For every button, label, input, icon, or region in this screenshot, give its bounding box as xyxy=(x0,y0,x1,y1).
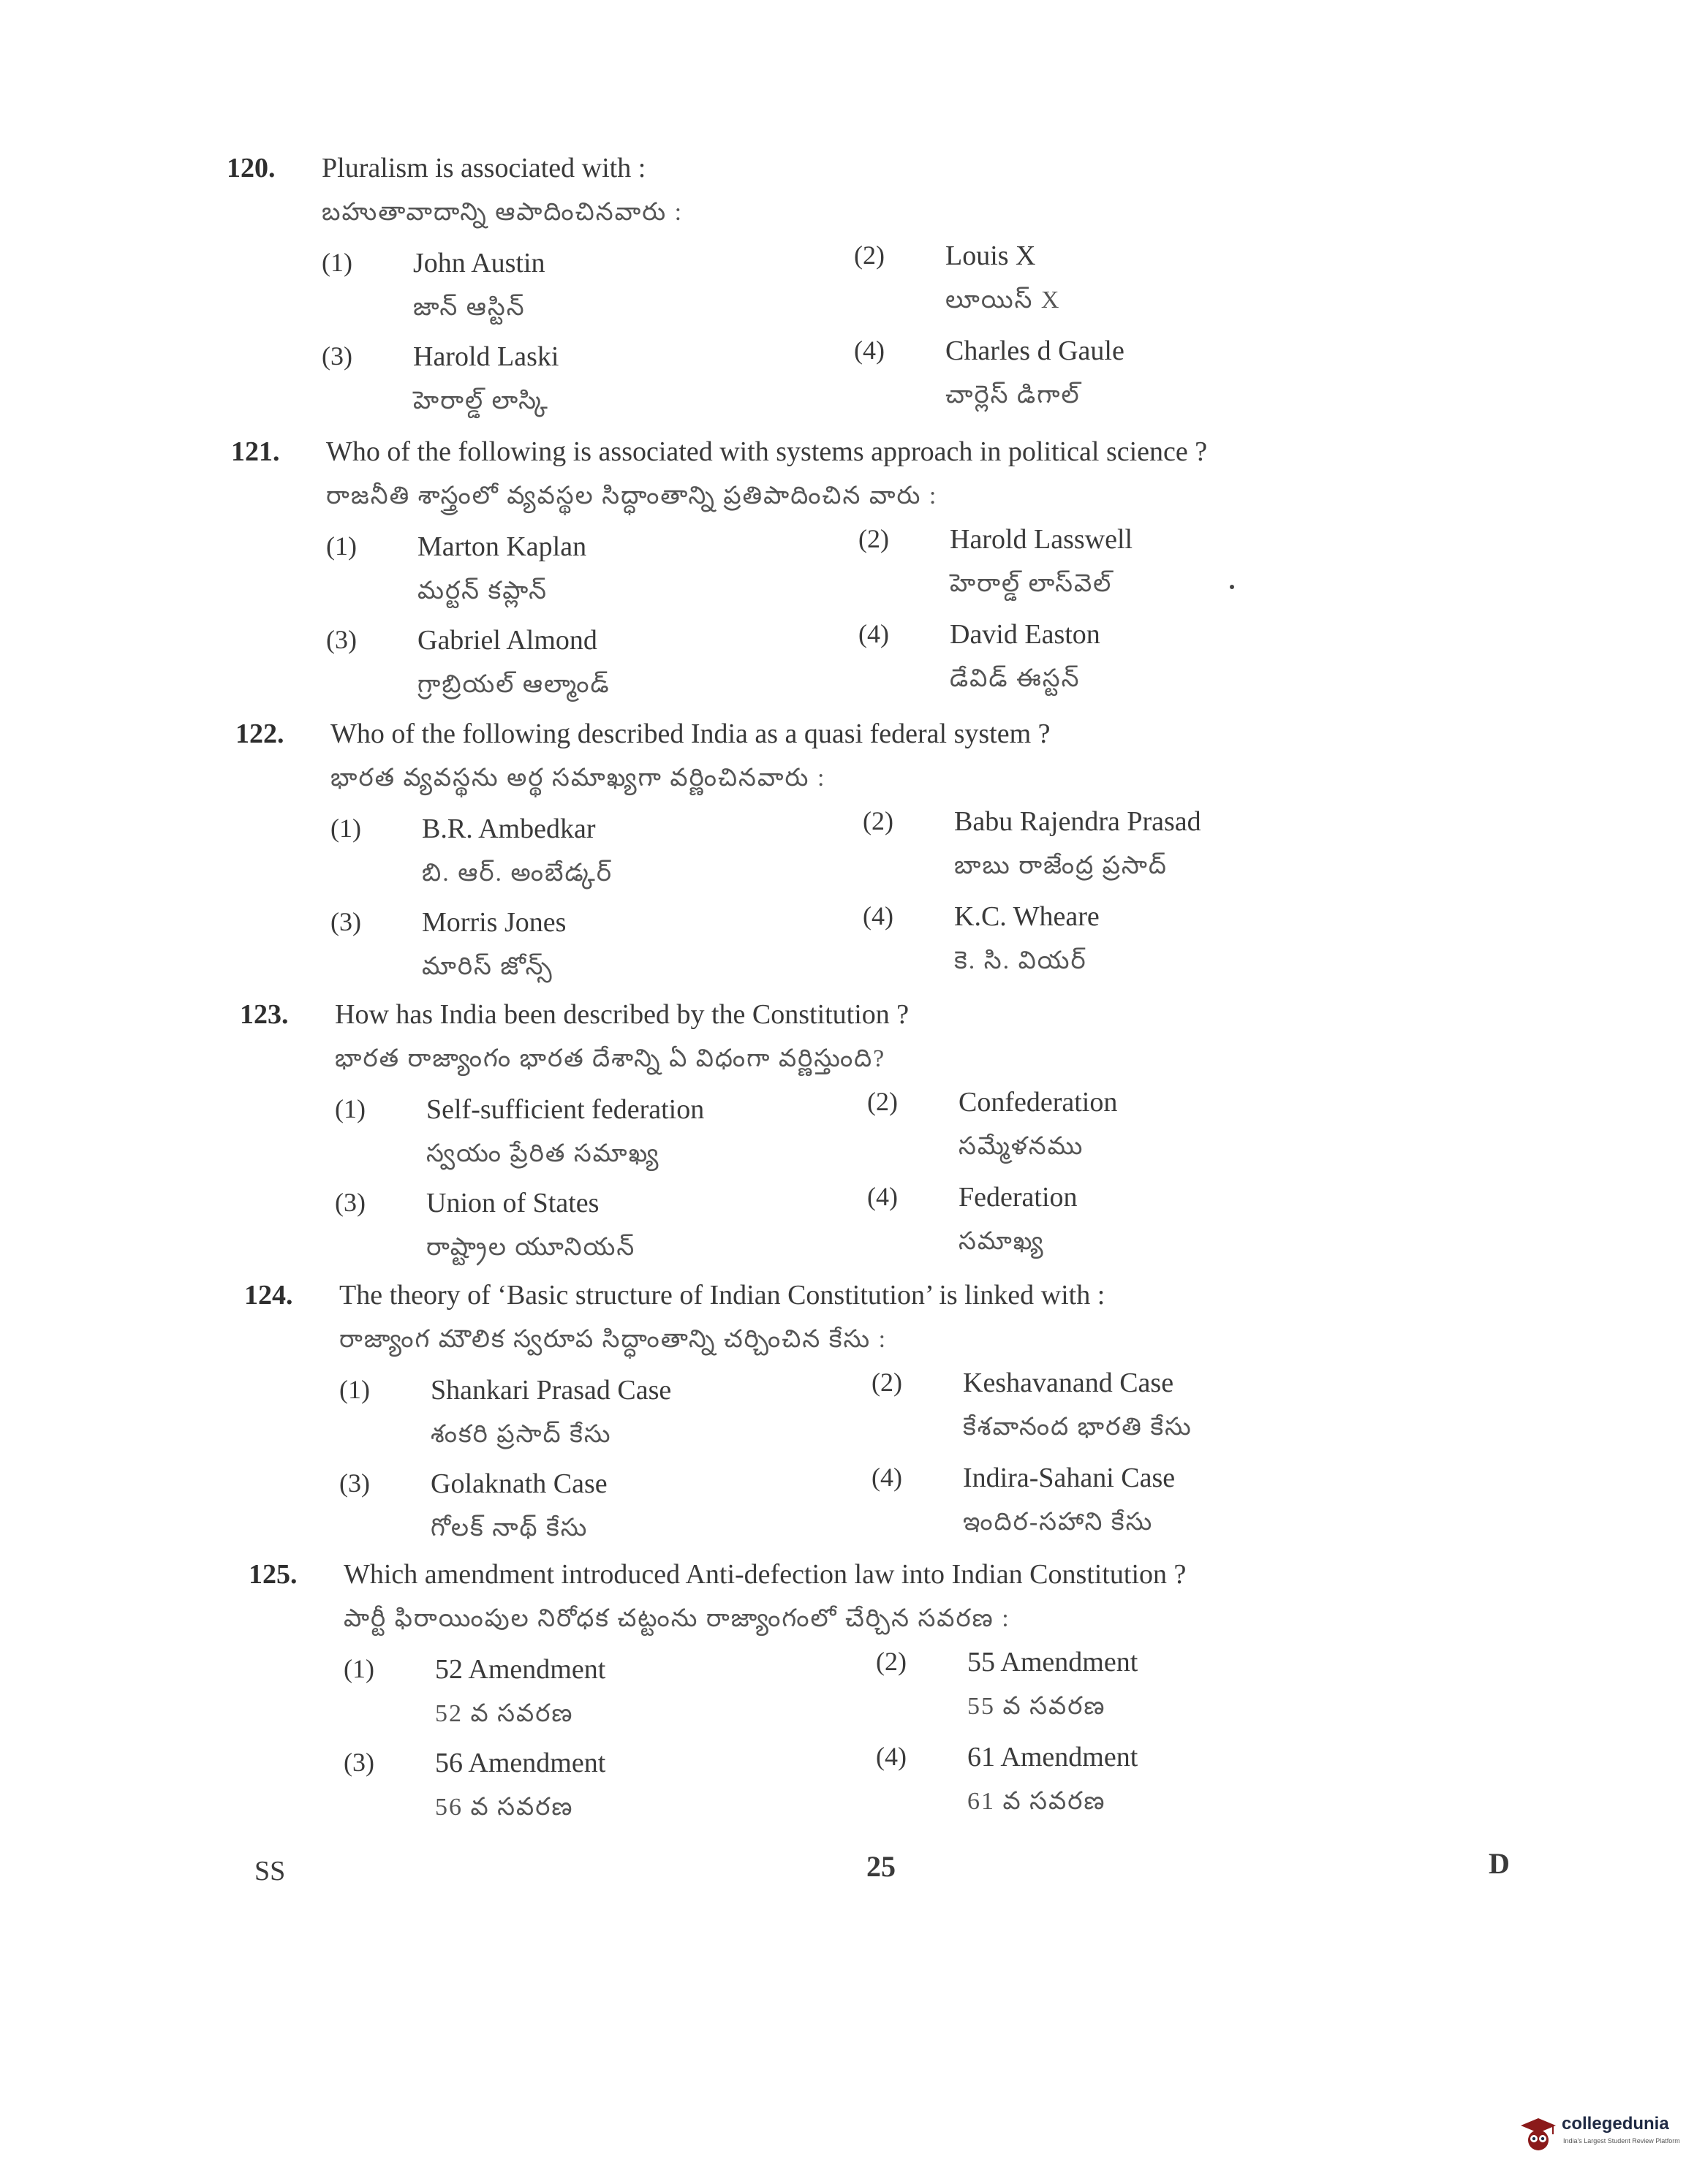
stray-ink-dot xyxy=(1230,585,1234,589)
option-number: (2) xyxy=(872,1368,902,1397)
option-number: (4) xyxy=(876,1742,907,1771)
option-text-en: 56 Amendment xyxy=(435,1748,606,1778)
option-text-te: ఇందిర-సహాని కేసు xyxy=(963,1509,1154,1536)
option-2 xyxy=(872,1367,1427,1462)
option-text-en: Self-sufficient federation xyxy=(426,1094,705,1125)
option-text-te: మర్టన్ కప్లాన్ xyxy=(417,577,548,604)
option-text-te: 55 వ సవరణ xyxy=(967,1693,1106,1720)
option-number: (1) xyxy=(326,531,357,561)
option-text-en: Indira-Sahani Case xyxy=(963,1463,1176,1493)
option-number: (3) xyxy=(322,341,352,371)
option-3 xyxy=(344,1747,899,1842)
question-121 xyxy=(231,436,1620,713)
option-4 xyxy=(858,618,1414,713)
question-125 xyxy=(249,1558,1638,1836)
collegedunia-watermark xyxy=(1519,2109,1695,2161)
question-text-te: బహుతావాదాన్ని ఆపాదించినవారు : xyxy=(322,199,684,226)
question-text-en: The theory of ‘Basic structure of Indian Constitution’ is linked with : xyxy=(339,1280,1105,1311)
option-4 xyxy=(876,1741,1432,1836)
option-4 xyxy=(863,900,1418,996)
option-text-te: 61 వ సవరణ xyxy=(967,1788,1106,1815)
option-3 xyxy=(339,1468,895,1563)
option-number: (3) xyxy=(330,907,361,936)
question-text-en: Who of the following described India as a quasi federal system ? xyxy=(330,718,1051,749)
option-number: (4) xyxy=(863,901,893,930)
brand-name: collegedunia xyxy=(1562,2114,1669,2134)
question-text-te: రాజనీతి శాస్త్రంలో వ్యవస్థల సిద్ధాంతాన్ని ప్రతిపాదించిన వారు : xyxy=(326,482,938,509)
option-text-en: K.C. Wheare xyxy=(954,901,1100,932)
option-text-te: గోలక్ నాథ్ కేసు xyxy=(431,1514,589,1542)
option-text-te: కేశవానంద భారతి కేసు xyxy=(963,1414,1192,1441)
option-text-te: శంకరి ప్రసాద్ కేసు xyxy=(431,1421,612,1448)
option-text-en: B.R. Ambedkar xyxy=(422,814,596,844)
question-number: 125. xyxy=(249,1559,298,1590)
option-text-en: Confederation xyxy=(959,1087,1118,1118)
option-text-en: Shankari Prasad Case xyxy=(431,1375,672,1406)
option-text-te: చార్లెస్ డిగాల్ xyxy=(945,382,1081,409)
question-text-te: భారత వ్యవస్థను అర్థ సమాఖ్యగా వర్ణించినవారు : xyxy=(330,765,826,792)
option-number: (2) xyxy=(863,806,893,835)
option-number: (2) xyxy=(858,524,889,553)
question-number: 124. xyxy=(244,1280,293,1311)
question-122 xyxy=(235,718,1625,996)
option-text-en: Gabriel Almond xyxy=(417,625,597,656)
option-text-en: Keshavanand Case xyxy=(963,1368,1174,1398)
option-text-te: సమ్మేళనము xyxy=(959,1133,1084,1160)
option-text-te: డేవిడ్ ఈస్టన్ xyxy=(950,665,1081,692)
option-text-en: Charles d Gaule xyxy=(945,335,1124,366)
option-text-en: Babu Rajendra Prasad xyxy=(954,806,1201,837)
option-text-te: స్వయం ప్రేరిత సమాఖ్య xyxy=(426,1140,660,1167)
option-3 xyxy=(335,1187,891,1282)
option-text-en: Golaknath Case xyxy=(431,1468,608,1499)
question-number: 120. xyxy=(227,153,276,183)
option-text-te: రాష్ట్రాల యూనియన్ xyxy=(426,1234,636,1261)
option-number: (3) xyxy=(344,1748,374,1777)
option-number: (1) xyxy=(344,1654,374,1683)
footer-series-code: SS xyxy=(254,1856,286,1887)
option-text-te: 56 వ సవరణ xyxy=(435,1794,574,1821)
question-123 xyxy=(240,998,1629,1276)
option-2 xyxy=(876,1646,1432,1741)
option-number: (4) xyxy=(872,1463,902,1492)
option-number: (1) xyxy=(335,1094,366,1123)
question-text-en: Pluralism is associated with : xyxy=(322,153,646,183)
option-number: (1) xyxy=(322,248,352,277)
option-text-en: Morris Jones xyxy=(422,907,567,938)
option-text-te: సమాఖ్య xyxy=(959,1228,1045,1255)
option-text-en: 61 Amendment xyxy=(967,1742,1138,1772)
option-1 xyxy=(335,1093,891,1188)
option-number: (4) xyxy=(858,619,889,648)
question-text-en: How has India been described by the Constitution ? xyxy=(335,999,910,1030)
question-number: 122. xyxy=(235,718,284,749)
option-text-te: జాన్ ఆస్టిన్ xyxy=(413,294,526,321)
option-text-en: John Austin xyxy=(413,248,545,278)
option-2 xyxy=(858,523,1414,618)
option-number: (1) xyxy=(339,1375,370,1404)
option-3 xyxy=(326,624,882,719)
option-text-en: Louis X xyxy=(945,240,1036,271)
option-1 xyxy=(330,813,886,908)
option-text-en: 55 Amendment xyxy=(967,1647,1138,1677)
option-number: (4) xyxy=(854,335,885,365)
option-text-en: Union of States xyxy=(426,1188,600,1218)
question-number: 123. xyxy=(240,999,289,1030)
question-120 xyxy=(227,152,1616,430)
option-number: (3) xyxy=(326,625,357,654)
question-text-en: Which amendment introduced Anti-defection law into Indian Constitution ? xyxy=(344,1559,1187,1590)
option-text-en: Marton Kaplan xyxy=(417,531,587,562)
option-number: (2) xyxy=(876,1647,907,1676)
question-text-te: పార్టీ ఫిరాయింపుల నిరోధక చట్టంను రాజ్యాంగంలో చేర్చిన సవరణ : xyxy=(344,1605,1010,1632)
option-text-te: మారిస్ జోన్స్ xyxy=(422,953,553,980)
option-4 xyxy=(867,1181,1423,1276)
question-number: 121. xyxy=(231,436,280,467)
booklet-code: D xyxy=(1489,1847,1510,1880)
option-text-te: బి. ఆర్. అంబేడ్కర్ xyxy=(422,860,613,887)
option-2 xyxy=(854,240,1410,335)
option-number: (3) xyxy=(335,1188,366,1217)
option-text-en: Harold Laski xyxy=(413,341,559,372)
question-124 xyxy=(244,1279,1633,1557)
option-number: (2) xyxy=(854,240,885,270)
option-2 xyxy=(863,805,1418,900)
option-text-en: David Easton xyxy=(950,619,1100,650)
option-text-en: Federation xyxy=(959,1182,1078,1213)
option-text-te: లూయిస్ X xyxy=(945,287,1061,314)
option-text-te: హెరాల్డ్ లాస్‌వెల్ xyxy=(950,570,1113,597)
option-text-en: 52 Amendment xyxy=(435,1654,606,1685)
option-text-te: గ్రాబ్రియల్ ఆల్మాండ్ xyxy=(417,671,610,698)
graduate-owl-icon xyxy=(1519,2115,1557,2153)
option-2 xyxy=(867,1086,1423,1181)
option-1 xyxy=(344,1653,899,1748)
question-text-te: భారత రాజ్యాంగం భారత దేశాన్ని ఏ విధంగా వర్ణిస్తుంది? xyxy=(335,1045,886,1072)
question-text-en: Who of the following is associated with systems approach in political science ? xyxy=(326,436,1208,467)
option-text-te: 52 వ సవరణ xyxy=(435,1700,574,1727)
option-number: (2) xyxy=(867,1087,898,1116)
option-1 xyxy=(322,247,877,342)
question-text-te: రాజ్యాంగ మౌలిక స్వరూప సిద్ధాంతాన్ని చర్చించిన కేసు : xyxy=(339,1326,888,1353)
option-3 xyxy=(330,906,886,1001)
option-number: (1) xyxy=(330,814,361,843)
option-text-en: Harold Lasswell xyxy=(950,524,1133,555)
option-1 xyxy=(339,1374,895,1469)
option-1 xyxy=(326,531,882,626)
option-text-te: కె. సి. వియర్ xyxy=(954,947,1087,974)
option-text-te: బాబు రాజేంద్ర ప్రసాద్ xyxy=(954,852,1168,879)
brand-tagline: India's Largest Student Review Platform xyxy=(1563,2137,1680,2145)
option-number: (4) xyxy=(867,1182,898,1211)
option-4 xyxy=(872,1462,1427,1557)
page-number: 25 xyxy=(866,1850,896,1883)
option-4 xyxy=(854,335,1410,430)
option-text-te: హెరాల్డ్ లాస్కి xyxy=(413,387,549,414)
option-3 xyxy=(322,341,877,436)
option-number: (3) xyxy=(339,1468,370,1498)
